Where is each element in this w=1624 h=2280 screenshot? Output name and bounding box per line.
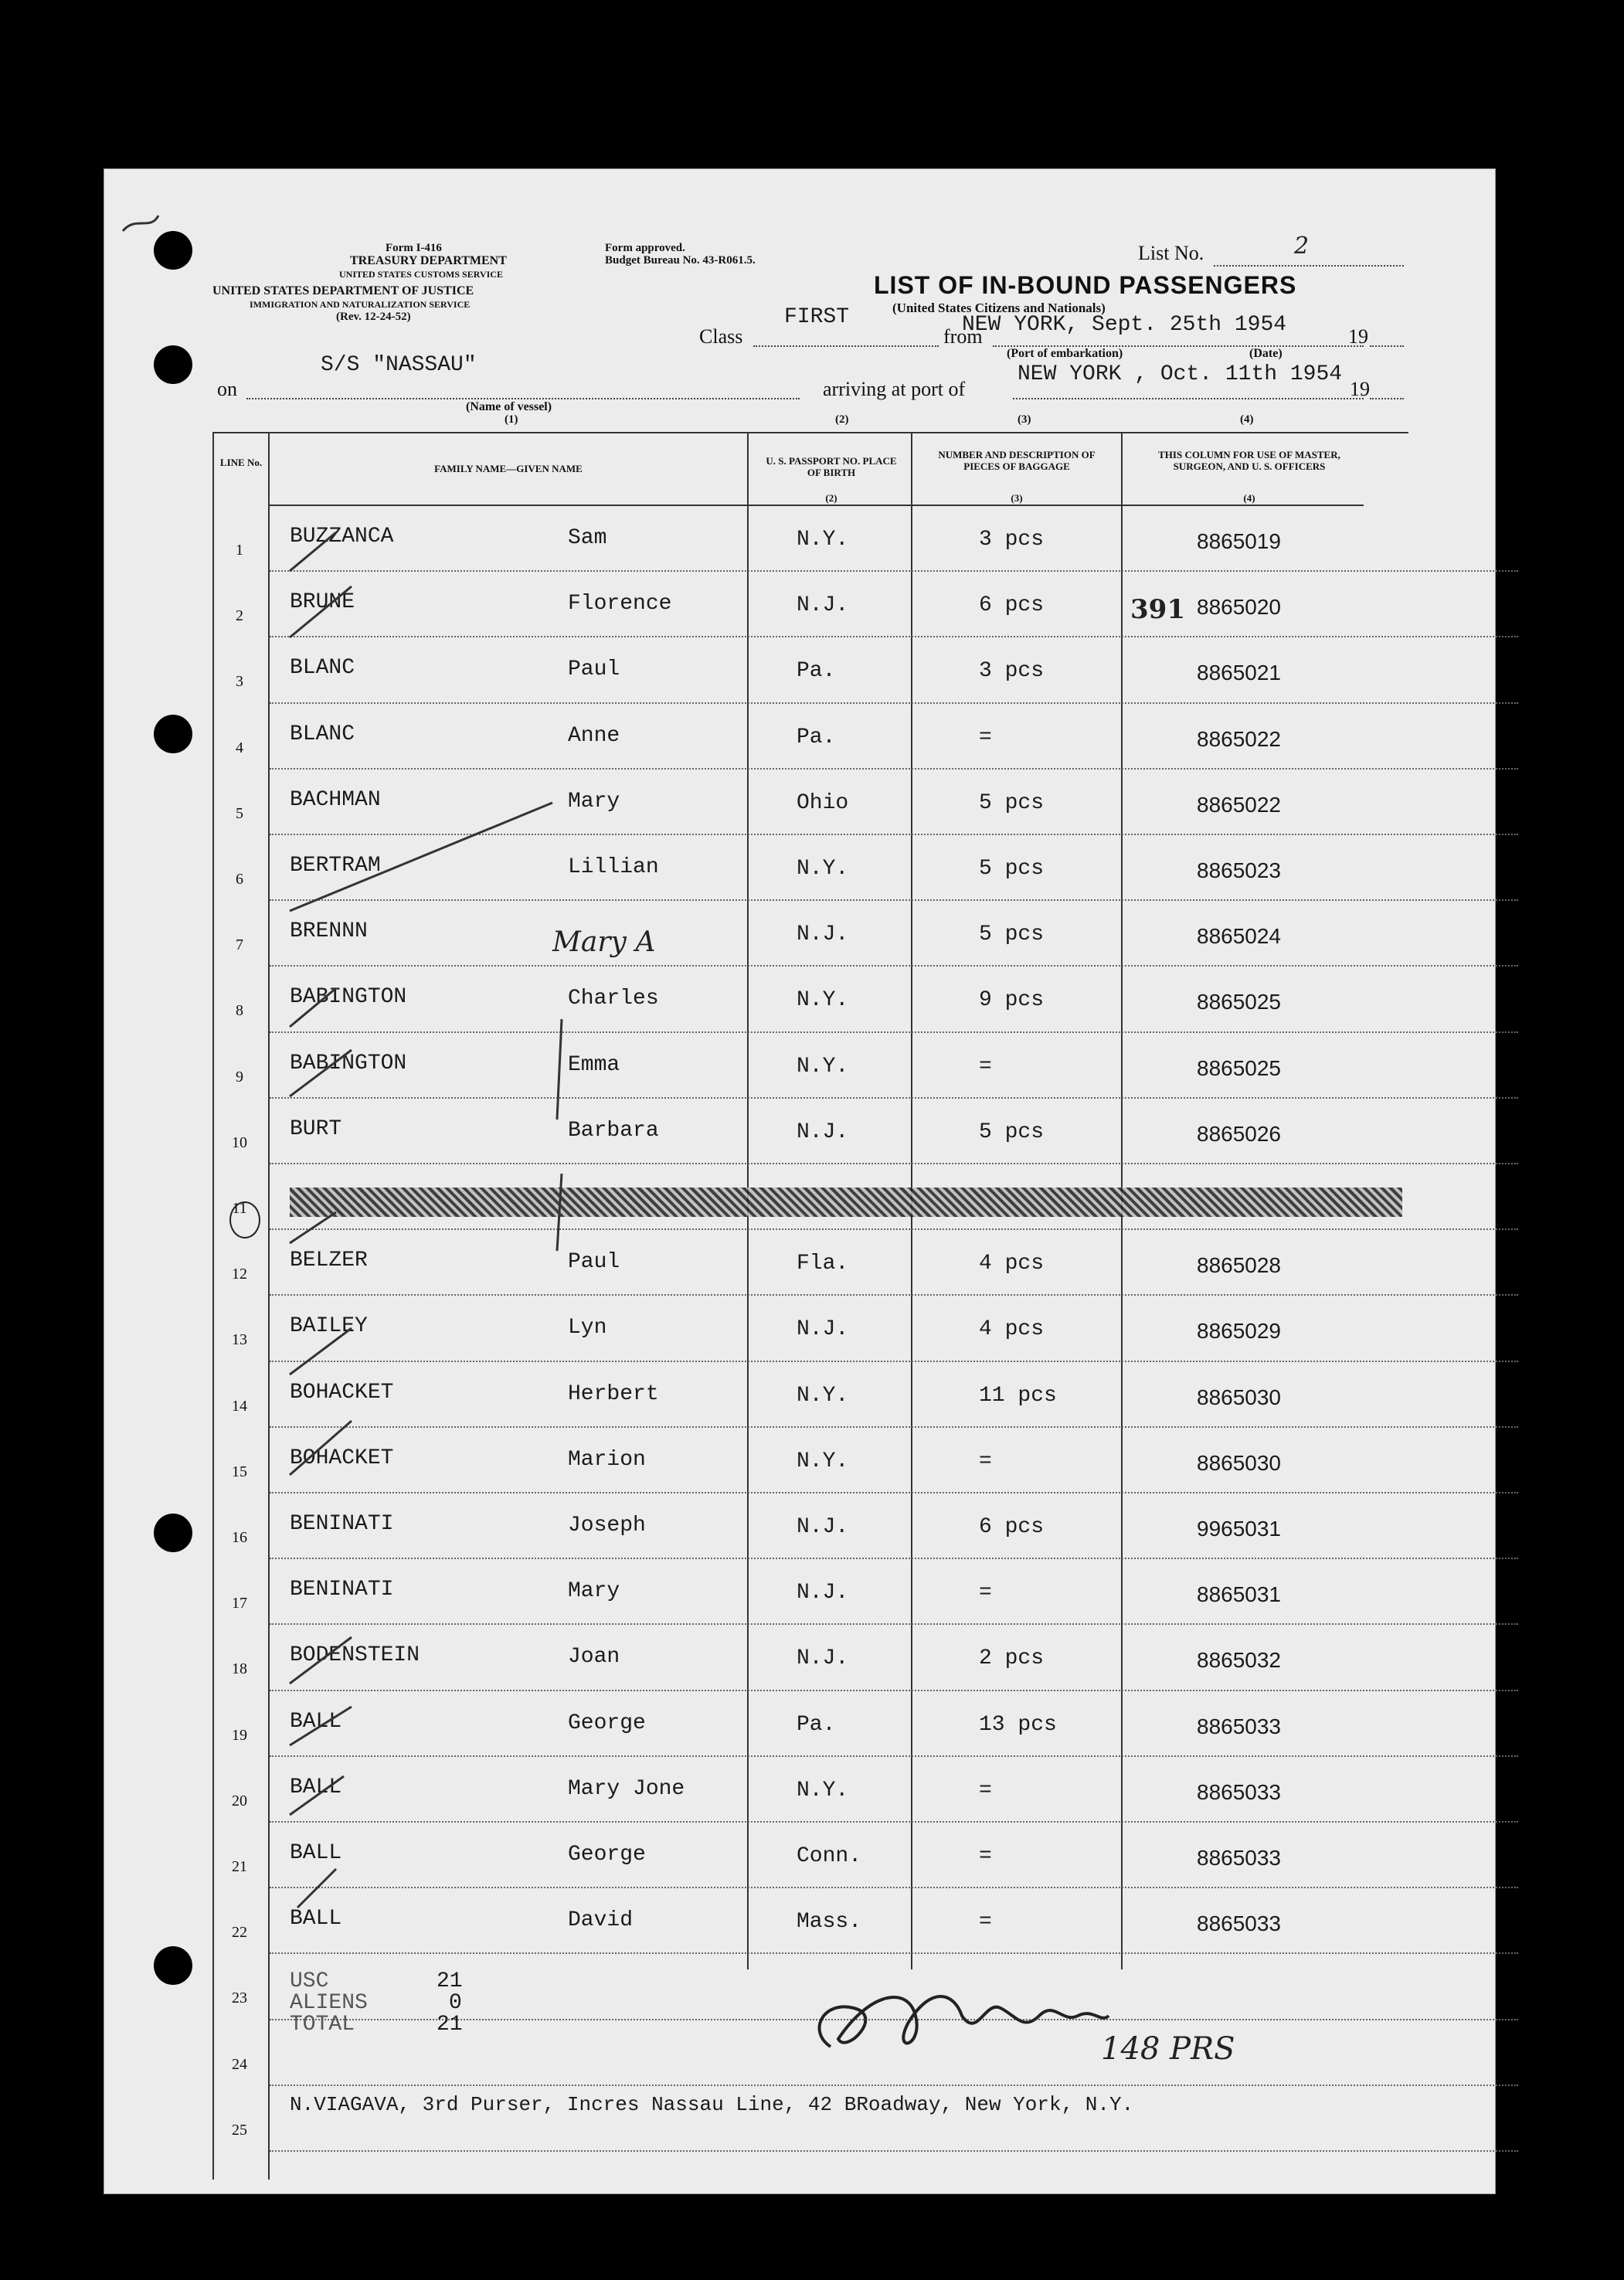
given-name: Charles <box>568 987 659 1011</box>
line-number: 3 <box>236 673 243 691</box>
baggage-count: 4 pcs <box>979 1317 1045 1342</box>
family-name: BALL <box>290 1841 342 1865</box>
line-number: 8 <box>236 1002 243 1020</box>
line-number: 10 <box>232 1133 247 1151</box>
baggage-count: 9 pcs <box>979 988 1045 1013</box>
family-name: BELZER <box>290 1249 368 1273</box>
officer-number: 8865033 <box>1197 1714 1282 1738</box>
arriving-value: NEW YORK , Oct. 11th 1954 <box>1018 362 1343 386</box>
line-number: 9 <box>236 1068 243 1086</box>
place-of-birth: Pa. <box>797 659 836 684</box>
officer-number: 8865030 <box>1197 1450 1282 1475</box>
family-name: BABINGTON <box>290 985 407 1010</box>
given-name: Paul <box>568 657 620 682</box>
family-name: BOHACKET <box>290 1446 394 1470</box>
usc-value: 21 <box>437 1969 463 1993</box>
officer-number: 8865033 <box>1197 1911 1282 1936</box>
given-name: Herbert <box>568 1381 659 1406</box>
form-approved: Form approved. <box>605 242 685 254</box>
baggage-count: 5 pcs <box>979 790 1045 815</box>
baggage-count: = <box>979 725 992 749</box>
col-header-name: FAMILY NAME—GIVEN NAME <box>434 463 583 474</box>
from-value: NEW YORK, Sept. 25th 1954 <box>962 313 1287 337</box>
given-name: Emma <box>568 1052 620 1077</box>
place-of-birth: N.J. <box>797 593 849 618</box>
ins-service: IMMIGRATION AND NATURALIZATION SERVICE <box>250 299 471 310</box>
baggage-count: 3 pcs <box>979 659 1045 684</box>
given-name: Paul <box>568 1250 620 1275</box>
family-name: BENINATI <box>290 1512 394 1536</box>
purser-signature-line: N.VIAGAVA, 3rd Purser, Incres Nassau Line, 42 BRoadway, New York, N.Y. <box>290 2093 1134 2116</box>
place-of-birth: Ohio <box>797 790 849 815</box>
family-name: BRENNN <box>290 919 368 944</box>
vessel-caption: (Name of vessel) <box>466 400 552 413</box>
given-name: Mary <box>568 1579 620 1604</box>
baggage-count: 2 pcs <box>979 1646 1045 1671</box>
family-name: BODENSTEIN <box>290 1643 420 1668</box>
family-name: BALL <box>290 1907 342 1932</box>
officer-number: 8865030 <box>1197 1385 1282 1409</box>
usc-label: USC <box>290 1969 329 1993</box>
line-number: 22 <box>232 1924 247 1942</box>
line-number: 20 <box>232 1792 247 1809</box>
place-of-birth: Pa. <box>797 1712 836 1737</box>
given-name: Lyn <box>568 1316 607 1340</box>
line-number: 11 <box>232 1200 247 1217</box>
on-label: on <box>217 378 237 400</box>
col-header-passport: U. S. PASSPORT NO. PLACE OF BIRTH <box>766 455 897 478</box>
arriving-year: 19 <box>1350 378 1370 400</box>
place-of-birth: N.J. <box>797 923 849 947</box>
caption-4: (4) <box>1240 413 1254 426</box>
baggage-count: 6 pcs <box>979 1515 1045 1539</box>
family-name: BABINGTON <box>290 1051 407 1075</box>
form-title: LIST OF IN-BOUND PASSENGERS <box>874 271 1297 299</box>
family-name: BURT <box>290 1116 342 1141</box>
place-of-birth: N.Y. <box>797 988 849 1013</box>
place-of-birth: N.J. <box>797 1646 849 1671</box>
port-embark-caption: (Port of embarkation) <box>1007 347 1123 360</box>
check-marks <box>104 169 1495 2193</box>
given-name: Marion <box>568 1447 646 1472</box>
family-name: BACHMAN <box>290 787 381 812</box>
family-name: BLANC <box>290 656 355 681</box>
officer-number: 8865033 <box>1197 1779 1282 1804</box>
baggage-count: 4 pcs <box>979 1252 1045 1276</box>
total-label: TOTAL <box>290 2013 355 2037</box>
handwritten-391: 391 <box>1130 594 1185 625</box>
place-of-birth: N.Y. <box>797 857 849 881</box>
baggage-count: 13 pcs <box>979 1712 1057 1737</box>
list-no-value: 2 <box>1294 233 1310 260</box>
line-number: 21 <box>232 1858 247 1875</box>
revision: (Rev. 12-24-52) <box>336 311 411 323</box>
officer-number: 8865028 <box>1197 1253 1282 1278</box>
family-name: BERTRAM <box>290 854 381 878</box>
vessel-value: S/S "NASSAU" <box>321 353 477 377</box>
given-name: Sam <box>568 526 607 550</box>
officer-number: 8865025 <box>1197 1055 1282 1080</box>
list-no-label: List No. <box>1138 242 1204 264</box>
class-label: Class <box>699 325 743 348</box>
baggage-count: = <box>979 1910 992 1935</box>
aliens-value: 0 <box>449 1991 462 2015</box>
officer-number: 8865022 <box>1197 792 1282 817</box>
col-header-4: (4) <box>1243 492 1255 504</box>
baggage-count: = <box>979 1778 992 1803</box>
baggage-count: 5 pcs <box>979 857 1045 881</box>
place-of-birth: Mass. <box>797 1910 862 1935</box>
baggage-count: 5 pcs <box>979 1120 1045 1144</box>
baggage-count: 3 pcs <box>979 528 1045 552</box>
total-value: 21 <box>437 2013 463 2037</box>
given-name: David <box>568 1908 634 1933</box>
place-of-birth: N.Y. <box>797 1383 849 1408</box>
col-header-2: (2) <box>825 492 837 504</box>
col-header-3: (3) <box>1011 492 1023 504</box>
from-label: from <box>943 325 983 348</box>
family-name: BALL <box>290 1775 342 1799</box>
given-name: Mary <box>568 789 620 814</box>
col-header-line-no: LINE No. <box>219 457 263 468</box>
given-name: Barbara <box>568 1118 659 1143</box>
customs-service: UNITED STATES CUSTOMS SERVICE <box>339 269 503 280</box>
line-number: 23 <box>232 1989 247 2007</box>
officer-number: 8865031 <box>1197 1582 1282 1607</box>
handwritten-mary-a: Mary A <box>552 926 656 958</box>
place-of-birth: Fla. <box>797 1252 849 1276</box>
family-name: BOHACKET <box>290 1380 394 1405</box>
officer-number: 8865020 <box>1197 595 1282 620</box>
place-of-birth: N.Y. <box>797 1054 849 1079</box>
arriving-label: arriving at port of <box>823 378 966 400</box>
col-header-officers: THIS COLUMN FOR USE OF MASTER, SURGEON, AND U. S. OFFICERS <box>1158 449 1340 472</box>
family-name: BLANC <box>290 722 355 746</box>
place-of-birth: N.Y. <box>797 528 849 552</box>
budget-bureau: Budget Bureau No. 43-R061.5. <box>605 254 756 267</box>
line-number: 25 <box>232 2121 247 2139</box>
given-name: Anne <box>568 723 620 748</box>
aliens-label: ALIENS <box>290 1991 368 2015</box>
officer-number: 8865023 <box>1197 858 1282 882</box>
class-value: FIRST <box>784 305 850 329</box>
line-number: 14 <box>232 1397 247 1415</box>
baggage-count: = <box>979 1844 992 1868</box>
caption-2: (2) <box>835 413 849 426</box>
baggage-count: = <box>979 1581 992 1606</box>
officer-number: 8865019 <box>1197 529 1282 553</box>
department-of-justice: UNITED STATES DEPARTMENT OF JUSTICE <box>212 284 474 297</box>
line-number: 5 <box>236 804 243 822</box>
baggage-count: 6 pcs <box>979 593 1045 618</box>
caption-3: (3) <box>1018 413 1031 426</box>
place-of-birth: N.J. <box>797 1581 849 1606</box>
family-name: BENINATI <box>290 1578 394 1602</box>
date-caption: (Date) <box>1249 347 1283 360</box>
family-name: BRUNE <box>290 590 355 615</box>
given-name: Lillian <box>568 855 659 879</box>
line-number: 24 <box>232 2055 247 2073</box>
officer-number: 8865033 <box>1197 1846 1282 1870</box>
place-of-birth: N.J. <box>797 1120 849 1144</box>
officer-number: 8865026 <box>1197 1121 1282 1146</box>
col-header-baggage: NUMBER AND DESCRIPTION OF PIECES OF BAGGAGE <box>938 449 1096 472</box>
line-number: 18 <box>232 1660 247 1678</box>
treasury-department: TREASURY DEPARTMENT <box>350 254 507 267</box>
line-number: 12 <box>232 1266 247 1283</box>
line-number: 13 <box>232 1331 247 1349</box>
form-subtitle: (United States Citizens and Nationals) <box>892 301 1106 315</box>
handwritten-148-prs: 148 PRS <box>1101 2031 1235 2067</box>
place-of-birth: N.Y. <box>797 1778 849 1803</box>
place-of-birth: N.Y. <box>797 1449 849 1473</box>
line-number: 16 <box>232 1529 247 1546</box>
family-name: BALL <box>290 1709 342 1734</box>
document-page <box>104 168 1496 2194</box>
place-of-birth: N.J. <box>797 1515 849 1539</box>
line-number: 15 <box>232 1463 247 1480</box>
officer-number: 9965031 <box>1197 1517 1282 1541</box>
officer-number: 8865032 <box>1197 1648 1282 1673</box>
place-of-birth: N.J. <box>797 1317 849 1342</box>
given-name: Joseph <box>568 1514 646 1538</box>
baggage-count: = <box>979 1054 992 1079</box>
line-number: 6 <box>236 871 243 888</box>
line-number: 1 <box>236 542 243 559</box>
place-of-birth: Pa. <box>797 725 836 749</box>
given-name: Mary Jone <box>568 1776 685 1801</box>
baggage-count: = <box>979 1449 992 1473</box>
officer-number: 8865021 <box>1197 661 1282 685</box>
officer-number: 8865022 <box>1197 726 1282 751</box>
family-name: BAILEY <box>290 1314 368 1339</box>
family-name: BUZZANCA <box>290 525 394 549</box>
from-year: 19 <box>1348 325 1368 348</box>
line-number: 4 <box>236 739 243 756</box>
officer-number: 8865029 <box>1197 1319 1282 1344</box>
line-number: 2 <box>236 607 243 625</box>
line-number: 19 <box>232 1726 247 1744</box>
given-name: George <box>568 1843 646 1867</box>
officer-number: 8865025 <box>1197 990 1282 1014</box>
form-number: Form I-416 <box>386 242 442 254</box>
line-number: 17 <box>232 1595 247 1612</box>
baggage-count: 11 pcs <box>979 1383 1057 1408</box>
given-name: Florence <box>568 592 672 617</box>
given-name: George <box>568 1711 646 1735</box>
caption-1: (1) <box>505 413 518 426</box>
given-name: Joan <box>568 1645 620 1670</box>
line-number: 7 <box>236 936 243 954</box>
baggage-count: 5 pcs <box>979 923 1045 947</box>
place-of-birth: Conn. <box>797 1844 862 1868</box>
officer-number: 8865024 <box>1197 924 1282 949</box>
